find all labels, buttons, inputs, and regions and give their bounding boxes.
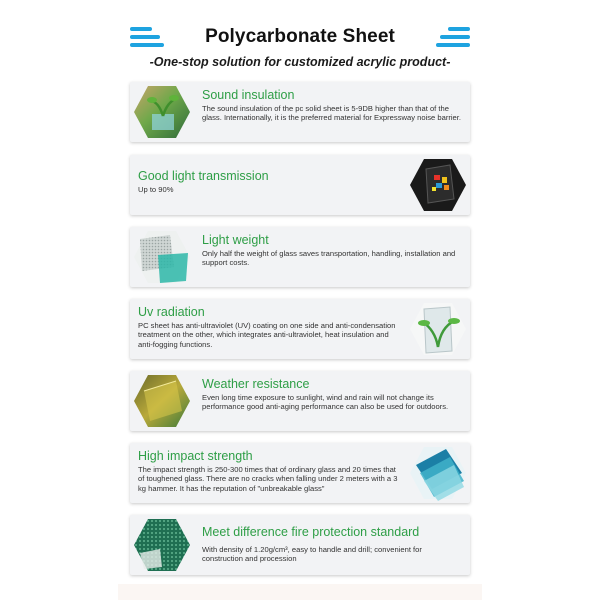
- feature-description: Only half the weight of glass saves transportation, handling, installation and support costs.: [202, 249, 456, 268]
- page-title: Polycarbonate Sheet: [205, 26, 395, 47]
- feature-description: With density of 1.20g/cm³, easy to handle and drill; convenient for construction and procession: [202, 545, 422, 564]
- product-page: [118, 0, 482, 600]
- feature-card-weather-resistance: [130, 371, 470, 431]
- light-panel-photo-icon: [406, 155, 470, 215]
- tinted-sheet-photo-icon: [130, 371, 194, 431]
- feature-description: The sound insulation of the pc solid sheet is 5-9DB higher than that of the glass. Internationally, it is the preferred material for Expressway noise barrier.: [202, 104, 462, 123]
- feature-title: Weather resistance: [202, 377, 310, 391]
- feature-title: Sound insulation: [202, 88, 295, 102]
- feature-card-impact-strength: [130, 443, 470, 503]
- feature-title: High impact strength: [138, 449, 253, 463]
- feature-title: Meet difference fire protection standard: [202, 525, 420, 539]
- feature-card-light-weight: [130, 227, 470, 287]
- feature-card-uv-radiation: [130, 299, 470, 359]
- feature-card-sound-insulation: [130, 82, 470, 142]
- header: [118, 18, 482, 54]
- textured-sheet-photo-icon: [130, 227, 194, 287]
- feature-title: Light weight: [202, 233, 269, 247]
- feature-title: Good light transmission: [138, 169, 269, 183]
- feature-description: The impact strength is 250-300 times that of ordinary glass and 20 times that of toughened glass. There are no cracks when falling under 2 meters with a 3 kg hammer. It has the reputation of "unbreakable glass": [138, 465, 398, 493]
- stripes-right-icon: [436, 25, 470, 51]
- feature-title: Uv radiation: [138, 305, 205, 319]
- plant-in-sheet-photo-icon: [406, 299, 470, 359]
- feature-description: Up to 90%: [138, 185, 174, 194]
- bottom-strip: [118, 584, 482, 600]
- plant-sheet-photo-icon: [130, 82, 194, 142]
- feature-card-light-transmission: [130, 155, 470, 215]
- feature-description: Even long time exposure to sunlight, wind and rain will not change its performance good anti-aging performance can also be used for outdoors.: [202, 393, 449, 412]
- page-subtitle: -One-stop solution for customized acrylic product-: [149, 55, 451, 69]
- feature-card-fire-protection: [130, 515, 470, 575]
- feature-description: PC sheet has anti-ultraviolet (UV) coating on one side and anti-condensation treatment on the other, which integrates anti-ultraviolet, heat insulation and anti-fogging functions.: [138, 321, 396, 349]
- green-textured-sheet-photo-icon: [130, 515, 194, 575]
- blue-sheets-photo-icon: [406, 443, 470, 503]
